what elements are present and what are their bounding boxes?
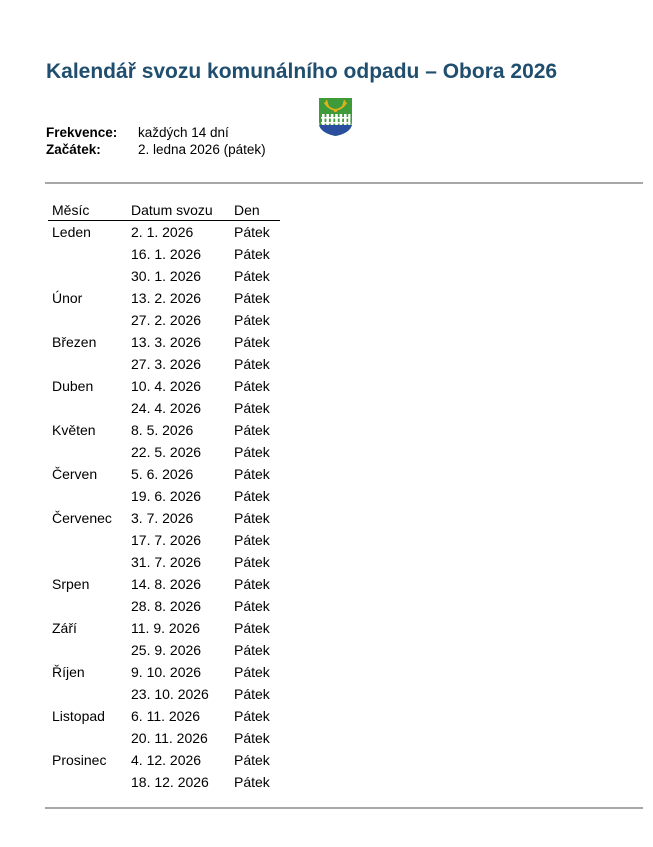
- cell-day: Pátek: [234, 312, 270, 328]
- cell-date: 6. 11. 2026: [131, 708, 201, 724]
- cell-day: Pátek: [234, 620, 270, 636]
- cell-date: 14. 8. 2026: [131, 576, 202, 592]
- cell-day: Pátek: [234, 290, 270, 306]
- table-row: [48, 463, 280, 485]
- start-label: Začátek:: [46, 142, 101, 157]
- table-row: [48, 639, 280, 661]
- cell-month: [48, 485, 127, 507]
- cell-month: [48, 771, 127, 793]
- divider-top: [45, 182, 643, 184]
- cell-date: 25. 9. 2026: [131, 642, 202, 658]
- cell-date: 5. 6. 2026: [131, 466, 194, 482]
- cell-day: Pátek: [234, 730, 270, 746]
- cell-month: [48, 683, 127, 705]
- cell-month: [48, 309, 127, 331]
- cell-month: [48, 529, 127, 551]
- cell-day: Pátek: [234, 510, 270, 526]
- cell-day: Pátek: [234, 488, 270, 504]
- header-month: Měsíc: [48, 201, 127, 221]
- cell-date: 13. 3. 2026: [131, 334, 202, 350]
- cell-date: 13. 2. 2026: [131, 290, 202, 306]
- table-row: [48, 485, 280, 507]
- cell-month: Duben: [52, 378, 94, 394]
- cell-date: 31. 7. 2026: [131, 554, 202, 570]
- cell-date: 16. 1. 2026: [131, 246, 202, 262]
- cell-day: Pátek: [234, 664, 270, 680]
- cell-date: 23. 10. 2026: [131, 686, 209, 702]
- cell-date: 3. 7. 2026: [131, 510, 194, 526]
- header-day: Den: [230, 201, 280, 221]
- cell-month: Květen: [52, 422, 96, 438]
- cell-date: 10. 4. 2026: [131, 378, 202, 394]
- cell-date: 28. 8. 2026: [131, 598, 202, 614]
- cell-date: 8. 5. 2026: [131, 422, 194, 438]
- page-title: Kalendář svozu komunálního odpadu – Obora 2026: [46, 60, 558, 83]
- cell-date: 24. 4. 2026: [131, 400, 202, 416]
- cell-month: Říjen: [52, 664, 85, 680]
- cell-month: [48, 353, 127, 375]
- cell-day: Pátek: [234, 466, 270, 482]
- cell-month: [48, 265, 127, 287]
- cell-date: 9. 10. 2026: [131, 664, 202, 680]
- cell-date: 30. 1. 2026: [131, 268, 202, 284]
- collection-schedule-table: [48, 201, 280, 793]
- table-row: [48, 507, 280, 529]
- table-header-row: [48, 201, 280, 221]
- cell-day: Pátek: [234, 378, 270, 394]
- cell-month: [48, 727, 127, 749]
- table-row: [48, 749, 280, 771]
- table-row: [48, 375, 280, 397]
- cell-month: Listopad: [52, 708, 105, 724]
- cell-day: Pátek: [234, 356, 270, 372]
- table-row: [48, 353, 280, 375]
- cell-date: 4. 12. 2026: [131, 752, 202, 768]
- table-row: [48, 441, 280, 463]
- start-row: [46, 142, 266, 158]
- frequency-value: každých 14 dní: [138, 125, 229, 140]
- cell-month: Leden: [52, 224, 91, 240]
- table-row: [48, 771, 280, 793]
- cell-day: Pátek: [234, 554, 270, 570]
- cell-day: Pátek: [234, 708, 270, 724]
- start-value: 2. ledna 2026 (pátek): [138, 142, 266, 157]
- table-row: [48, 617, 280, 639]
- cell-date: 17. 7. 2026: [131, 532, 202, 548]
- cell-day: Pátek: [234, 334, 270, 350]
- cell-date: 27. 3. 2026: [131, 356, 202, 372]
- table-row: [48, 705, 280, 727]
- table-row: [48, 573, 280, 595]
- cell-month: [48, 441, 127, 463]
- frequency-row: [46, 125, 229, 141]
- table-row: [48, 397, 280, 419]
- table-row: [48, 309, 280, 331]
- table-row: [48, 265, 280, 287]
- cell-date: 18. 12. 2026: [131, 774, 209, 790]
- cell-month: Červen: [52, 466, 98, 482]
- table-row: [48, 287, 280, 309]
- cell-month: [48, 397, 127, 419]
- cell-month: Březen: [52, 334, 97, 350]
- cell-day: Pátek: [234, 532, 270, 548]
- table-row: [48, 221, 280, 244]
- cell-day: Pátek: [234, 422, 270, 438]
- cell-day: Pátek: [234, 686, 270, 702]
- cell-month: Září: [52, 620, 77, 636]
- cell-date: 11. 9. 2026: [131, 620, 201, 636]
- cell-day: Pátek: [234, 642, 270, 658]
- cell-day: Pátek: [234, 224, 270, 240]
- table-row: [48, 661, 280, 683]
- cell-month: Únor: [52, 290, 83, 306]
- cell-day: Pátek: [234, 246, 270, 262]
- cell-day: Pátek: [234, 774, 270, 790]
- coat-of-arms-icon: [318, 97, 353, 137]
- cell-day: Pátek: [234, 444, 270, 460]
- table-row: [48, 595, 280, 617]
- cell-date: 19. 6. 2026: [131, 488, 202, 504]
- cell-month: [48, 595, 127, 617]
- table-row: [48, 683, 280, 705]
- header-date: Datum svozu: [127, 201, 230, 221]
- cell-date: 20. 11. 2026: [131, 730, 208, 746]
- cell-date: 2. 1. 2026: [131, 224, 194, 240]
- table-row: [48, 551, 280, 573]
- table-row: [48, 243, 280, 265]
- divider-bottom: [45, 807, 643, 809]
- cell-day: Pátek: [234, 400, 270, 416]
- table-row: [48, 727, 280, 749]
- cell-month: Srpen: [52, 576, 90, 592]
- cell-month: [48, 551, 127, 573]
- frequency-label: Frekvence:: [46, 125, 118, 140]
- cell-day: Pátek: [234, 598, 270, 614]
- cell-month: Červenec: [52, 510, 112, 526]
- cell-month: [48, 639, 127, 661]
- cell-day: Pátek: [234, 752, 270, 768]
- table-row: [48, 529, 280, 551]
- table-row: [48, 419, 280, 441]
- cell-day: Pátek: [234, 268, 270, 284]
- cell-date: 27. 2. 2026: [131, 312, 202, 328]
- cell-date: 22. 5. 2026: [131, 444, 202, 460]
- cell-month: Prosinec: [52, 752, 107, 768]
- table-row: [48, 331, 280, 353]
- cell-month: [48, 243, 127, 265]
- cell-day: Pátek: [234, 576, 270, 592]
